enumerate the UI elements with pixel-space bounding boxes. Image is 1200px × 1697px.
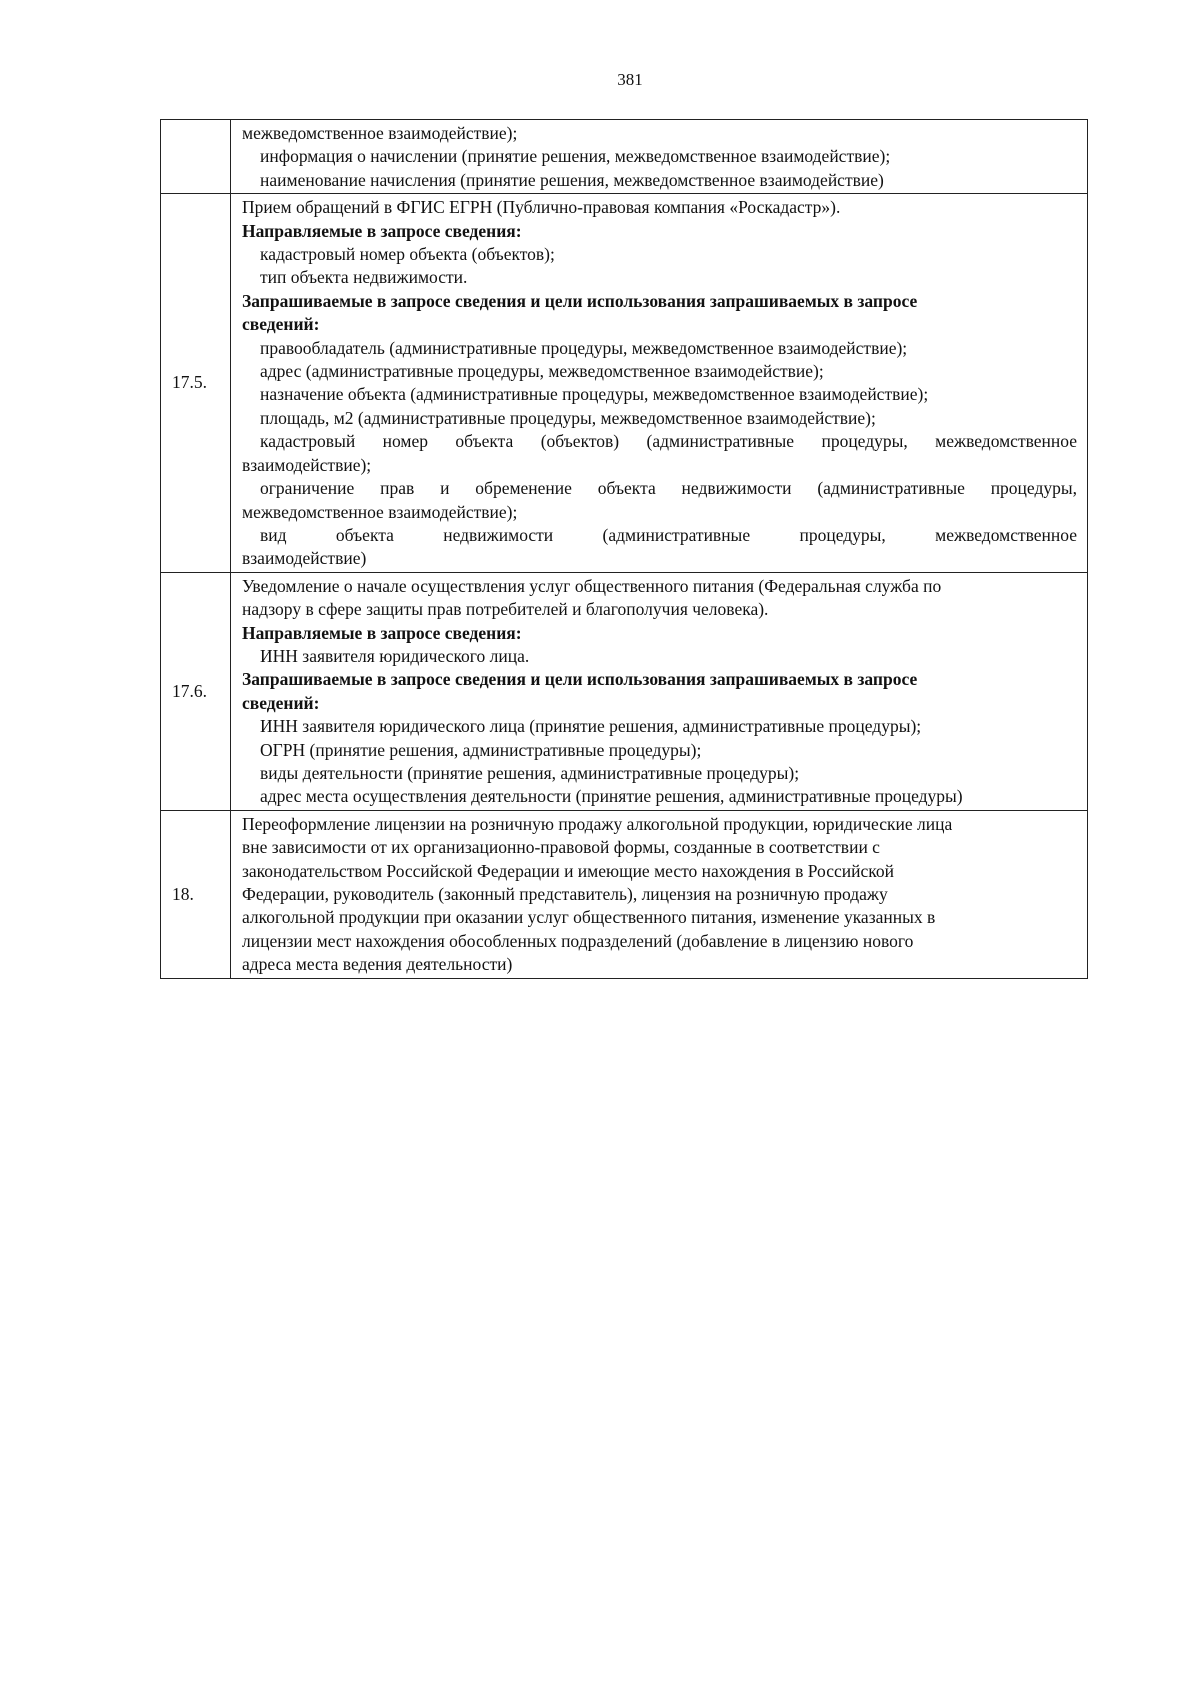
section-heading-line: Направляемые в запросе сведения: <box>242 622 522 643</box>
text-line: площадь, м2 (административные процедуры, межведомственное взаимодействие); <box>260 407 876 428</box>
row-content-cell <box>231 810 1088 978</box>
text-line: виды деятельности (принятие решения, административные процедуры); <box>260 762 800 783</box>
text-line: тип объекта недвижимости. <box>260 267 468 288</box>
text-line: адрес (административные процедуры, межведомственное взаимодействие); <box>260 361 824 382</box>
section-heading-line: Запрашиваемые в запросе сведения и цели использования запрашиваемых в запросе <box>242 669 918 690</box>
text-line: Переоформление лицензии на розничную продажу алкогольной продукции, юридические лица <box>242 813 953 834</box>
text-line: Прием обращений в ФГИС ЕГРН (Публично-правовая компания «Роскадастр»). <box>242 197 841 218</box>
page-number: 381 <box>617 70 643 89</box>
row-content-cell <box>231 120 1088 194</box>
text-line: кадастровый номер объекта (объектов) (административные процедуры, межведомственное <box>260 431 1077 452</box>
table-row <box>161 194 1088 573</box>
text-line: взаимодействие) <box>242 548 367 569</box>
document-table <box>160 119 1088 979</box>
text-line: адреса места ведения деятельности) <box>242 954 513 975</box>
table-body <box>161 120 1088 979</box>
text-line: правообладатель (административные процедуры, межведомственное взаимодействие); <box>260 337 908 358</box>
text-line: вид объекта недвижимости (административные процедуры, межведомственное <box>260 524 1077 545</box>
row-number-cell: 18. <box>161 810 231 978</box>
text-line: ограничение прав и обременение объекта недвижимости (административные процедуры, <box>260 478 1077 499</box>
table-row <box>161 120 1088 194</box>
row-number-cell: 17.5. <box>161 194 231 573</box>
text-line: законодательством Российской Федерации и имеющие место нахождения в Российской <box>242 860 894 881</box>
row-content-cell <box>231 572 1088 810</box>
text-line: адрес места осуществления деятельности (принятие решения, административные процедуры) <box>260 786 963 807</box>
text-line: алкогольной продукции при оказании услуг общественного питания, изменение указанных в <box>242 907 936 928</box>
section-heading-line: Запрашиваемые в запросе сведения и цели использования запрашиваемых в запросе <box>242 290 918 311</box>
text-line: Федерации, руководитель (законный представитель), лицензия на розничную продажу <box>242 884 888 904</box>
text-line: информация о начислении (принятие решения, межведомственное взаимодействие); <box>260 146 891 167</box>
table-row <box>161 572 1088 810</box>
text-line: взаимодействие); <box>242 454 372 475</box>
text-line: лицензии мест нахождения обособленных подразделений (добавление в лицензию нового <box>242 930 914 951</box>
section-heading-line: сведений: <box>242 314 320 335</box>
text-line: ОГРН (принятие решения, административные процедуры); <box>260 739 702 760</box>
table-row <box>161 810 1088 978</box>
section-heading-line: Направляемые в запросе сведения: <box>242 220 522 241</box>
text-line: назначение объекта (административные процедуры, межведомственное взаимодействие); <box>260 384 929 405</box>
text-line: Уведомление о начале осуществления услуг общественного питания (Федеральная служба по <box>242 575 942 596</box>
text-line: межведомственное взаимодействие); <box>242 123 518 143</box>
section-heading-line: сведений: <box>242 692 320 713</box>
text-line: межведомственное взаимодействие); <box>242 501 518 522</box>
row-number-cell <box>161 120 231 194</box>
text-line: ИНН заявителя юридического лица (принятие решения, административные процедуры); <box>260 716 922 737</box>
text-line: вне зависимости от их организационно-правовой формы, созданные в соответствии с <box>242 837 880 858</box>
row-content-cell <box>231 194 1088 573</box>
row-number-cell: 17.6. <box>161 572 231 810</box>
text-line: наименование начисления (принятие решения, межведомственное взаимодействие) <box>260 169 884 190</box>
text-line: ИНН заявителя юридического лица. <box>260 645 530 666</box>
text-line: кадастровый номер объекта (объектов); <box>260 244 555 265</box>
text-line: надзору в сфере защиты прав потребителей и благополучия человека). <box>242 599 769 620</box>
